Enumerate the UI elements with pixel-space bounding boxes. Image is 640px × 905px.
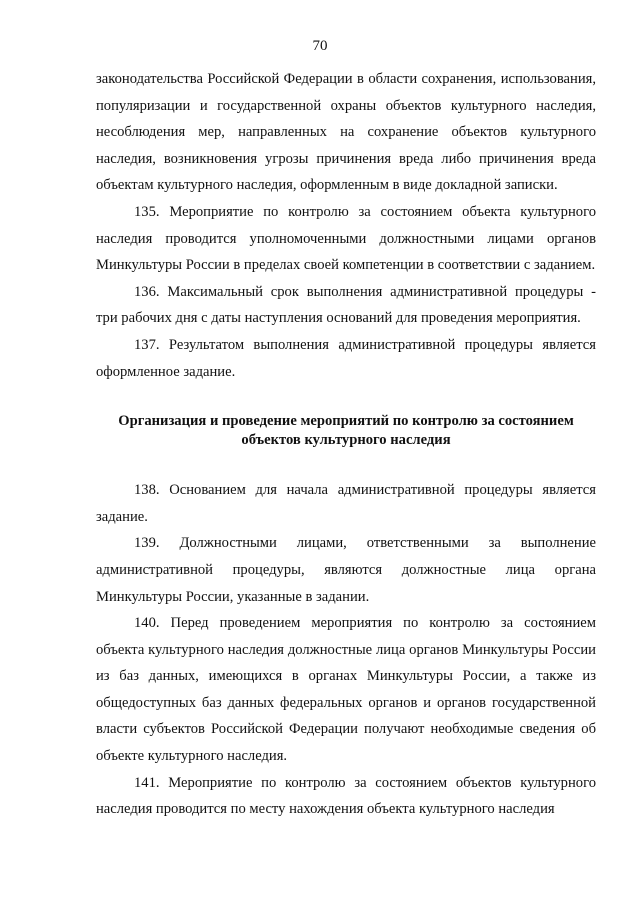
section-heading-line-2: объектов культурного наследия	[241, 432, 451, 449]
paragraph-136: 136. Максимальный срок выполнения административной процедуры - три рабочих дня с даты наступления оснований для проведения мероприятия.	[96, 283, 596, 327]
paragraph-140: 140. Перед проведением мероприятия по контролю за состоянием объекта культурного наследия должностные лица органов Минкультуры России из баз данных, имеющихся в органах Минкультуры России, а также из общедоступных баз данных федеральных органов и органов государственной власти субъектов Российской Федерации получают необходимые сведения об объекте культурного наследия.	[96, 615, 596, 765]
paragraph-139: 139. Должностными лицами, ответственными за выполнение административной процедуры, являются должностные лица органа Минкультуры России, указанные в задании.	[96, 535, 596, 605]
section-heading-line-1: Организация и проведение мероприятий по контролю за состоянием	[118, 413, 574, 430]
page-number: 70	[312, 38, 328, 54]
paragraph-134-continuation: законодательства Российской Федерации в области сохранения, использования, популяризации и государственной охраны объектов культурного наследия, несоблюдения мер, направленных на сохранение объектов культурного наследия, возникновения угрозы причинения вреда либо причинения вреда объектам культурного наследия, оформленным в виде докладной записки.	[96, 71, 596, 194]
paragraph-138: 138. Основанием для начала административной процедуры является задание.	[96, 482, 596, 525]
document-body	[96, 66, 596, 823]
paragraph-135: 135. Мероприятие по контролю за состоянием объекта культурного наследия проводится уполномоченными должностными лицами органов Минкультуры России в пределах своей компетенции в соответствии с заданием.	[96, 203, 596, 274]
paragraph-141: 141. Мероприятие по контролю за состоянием объектов культурного наследия проводится по месту нахождения объекта культурного наследия	[96, 774, 596, 818]
section-heading	[96, 385, 596, 477]
paragraph-137: 137. Результатом выполнения административной процедуры является оформленное задание.	[96, 336, 596, 380]
